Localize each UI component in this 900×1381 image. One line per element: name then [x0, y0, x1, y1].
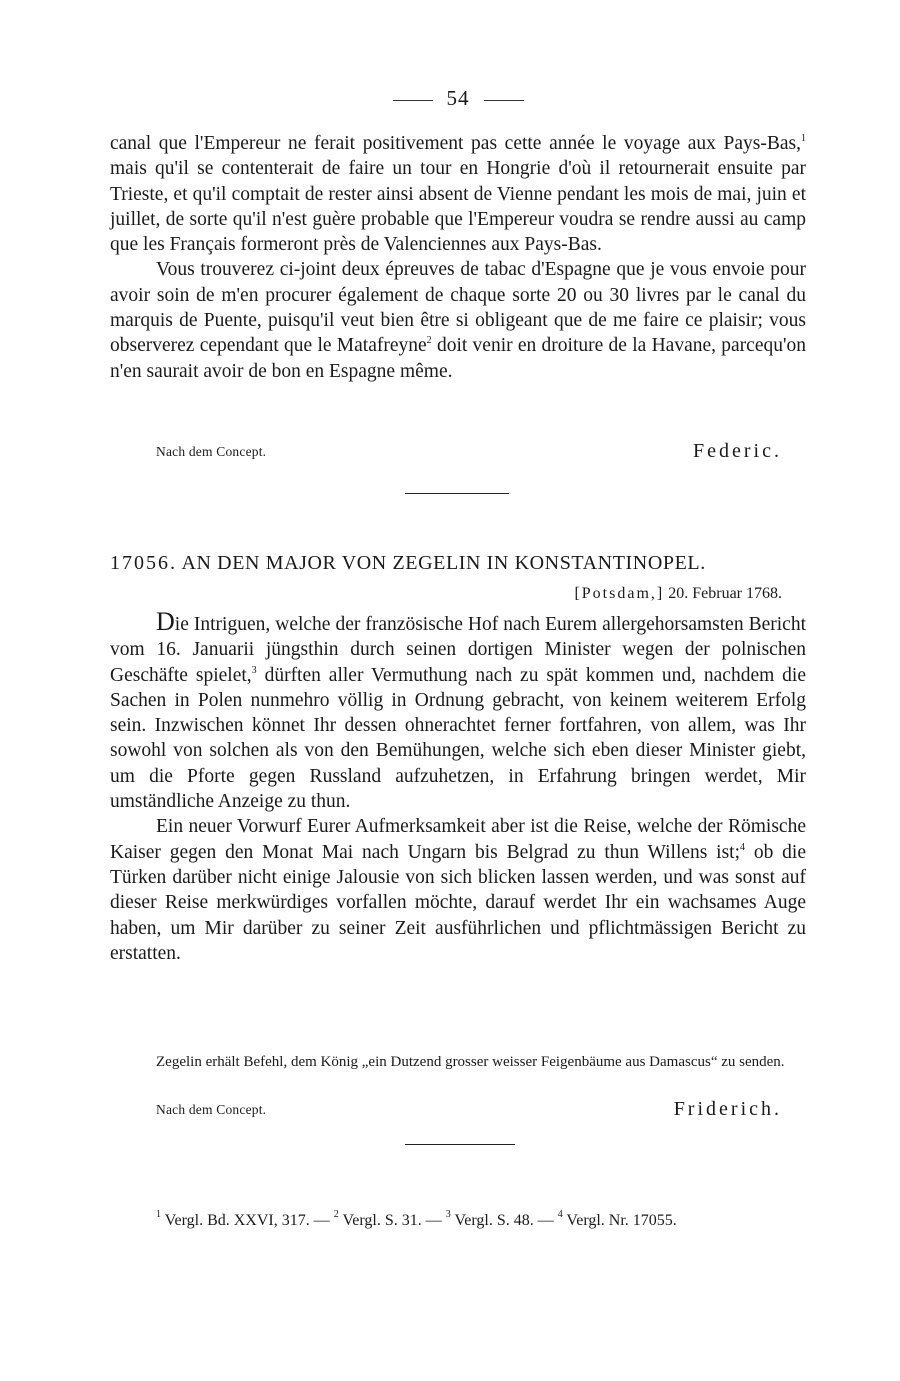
footnote-text-3: Vergl. S. 48. —	[450, 1212, 558, 1229]
page-number: 54	[446, 86, 470, 110]
editorial-note: Zegelin erhält Befehl, dem König „ein Dutzend grosser weisser Feigenbäume aus Damascus“ zu senden.	[156, 1054, 785, 1070]
footnote-text-1: Vergl. Bd. XXVI, 317. —	[161, 1212, 334, 1229]
previous-letter-paragraph-1	[110, 131, 806, 257]
footnotes	[110, 1210, 806, 1232]
dateline-date: 20. Februar 1768.	[668, 585, 782, 602]
page-header	[110, 86, 806, 111]
section-divider	[405, 493, 509, 494]
initial-letter: D	[156, 607, 175, 636]
letter-paragraph-1	[110, 607, 807, 814]
text-run: dürften aller Vermuthung nach zu spät kommen und, nachdem die Sachen in Polen nunmehro völlig in Ordnung gebracht, von keinem weiterem Erfolg sein. Inzwischen könnet Ihr dessen ohnerachtet ferner fortfahren, von allem, was Ihr sowohl von solchen als von den Bemühungen, welche sich eben dieser Minister giebt, um die Pforte gegen Russland aufzuhetzen, in Erfahrung bringen werdet, Mir umständliche Anzeige zu thun.	[110, 664, 807, 813]
footnote-ref-4: 4	[740, 841, 746, 853]
footnote-mark-2: 2	[333, 1209, 339, 1220]
text-run: ie Intriguen, welche der französische Hof nach Eurem allergehorsamsten Bericht vom 16. Januarii jüngsthin durch seinen dortigen Minister wegen der polnischen Geschäfte spielet,	[110, 614, 806, 686]
previous-letter-body	[110, 131, 806, 384]
dateline-place: [Potsdam,]	[574, 585, 665, 602]
signature: Friderich.	[673, 1098, 782, 1120]
source-note: Nach dem Concept.	[156, 1102, 267, 1117]
text-run: Ein neuer Vorwurf Eurer Aufmerksamkeit aber ist die Reise, welche der Römische Kaiser gegen den Monat Mai nach Ungarn bis Belgrad zu thun Willens ist;	[110, 816, 806, 863]
footnote-text-2: Vergl. S. 31. —	[338, 1212, 446, 1229]
letter-dateline	[574, 585, 782, 603]
footnote-ref-3: 3	[251, 664, 257, 676]
signature: Federic.	[693, 440, 782, 462]
source-note: Nach dem Concept.	[156, 444, 267, 459]
letter-body	[110, 607, 807, 966]
footnote-text-4: Vergl. Nr. 17055.	[562, 1212, 677, 1229]
footnote-mark-3: 3	[445, 1209, 451, 1220]
text-run: doit venir en droiture de la Havane, parcequ'on n'en saurait avoir de bon en Espagne même.	[110, 335, 806, 382]
letter-heading	[110, 552, 806, 575]
letter-number: 17056.	[110, 552, 177, 574]
section-divider	[405, 1144, 515, 1145]
letter-title: AN DEN MAJOR VON ZEGELIN IN KONSTANTINOPEL.	[181, 552, 706, 574]
previous-letter-footer	[110, 440, 806, 464]
footnote-ref-1: 1	[801, 133, 806, 144]
text-run: canal que l'Empereur ne ferait positivement pas cette année le voyage aux Pays-Bas,	[110, 133, 801, 154]
header-dash-right	[484, 100, 524, 101]
text-run: Vous trouverez ci-joint deux épreuves de tabac d'Espagne que je vous envoie pour avoir soin de m'en procurer également de chaque sorte 20 ou 30 livres par le canal du marquis de Puente, puisqu'il veut bien être si obligeant que de me faire ce plaisir; vous observerez cependant que le Matafreyne	[110, 259, 806, 357]
footnote-mark-4: 4	[557, 1209, 563, 1220]
letter-footer	[110, 1098, 806, 1122]
letter-paragraph-2	[110, 814, 806, 966]
text-run: ob die Türken darüber nicht einige Jalousie von sich blicken lassen werden, und was sonst auf dieser Reise merkwürdiges vorfallen möchte, darauf werdet Ihr ein wachsames Auge haben, um Mir darüber zu seiner Zeit ausführlichen und pflichtmässigen Bericht zu erstatten.	[110, 841, 807, 964]
previous-letter-paragraph-2	[110, 257, 806, 383]
header-dash-left	[393, 100, 433, 101]
footnote-ref-2: 2	[426, 335, 432, 347]
footnote-mark-1: 1	[156, 1209, 161, 1220]
text-run: mais qu'il se contenterait de faire un tour en Hongrie d'où il retournerait ensuite par Trieste, et qu'il comptait de rester ainsi absent de Vienne pendant les mois de mai, juin et juillet, de sorte qu'il n'est guère probable que l'Empereur voudra se rendre aussi au camp que les Français formeront près de Valenciennes aux Pays-Bas.	[110, 158, 806, 256]
